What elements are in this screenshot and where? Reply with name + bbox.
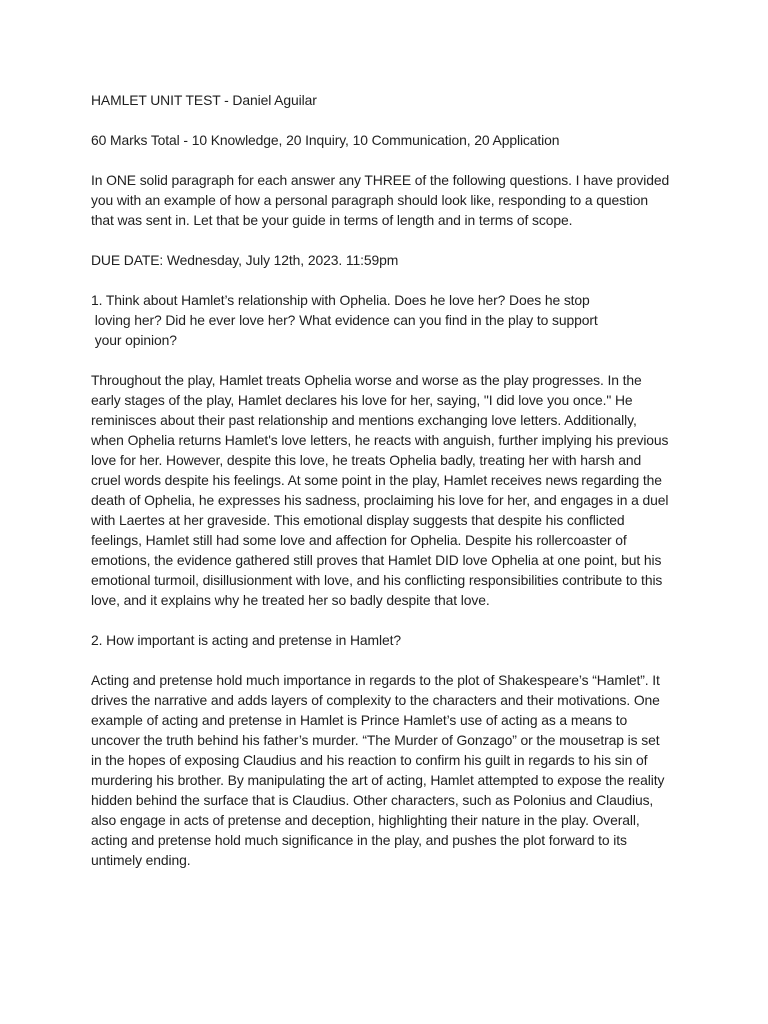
instruction-line: In ONE solid paragraph for each answer any THREE of the following questions. I have provided [91, 172, 670, 188]
answer-line: death of Ophelia, he expresses his sadness, proclaiming his love for her, and engages in a duel [91, 492, 669, 508]
answer-line: when Ophelia returns Hamlet's love letters, he reacts with anguish, further implying his previous [91, 432, 669, 448]
answer-line: uncover the truth behind his father’s murder. “The Murder of Gonzago” or the mousetrap is set [91, 732, 660, 748]
answer-line: also engage in acts of pretense and deception, highlighting their nature in the play. Overall, [91, 812, 640, 828]
due-date [91, 250, 681, 270]
question-2 [91, 630, 681, 650]
answer-line: emotions, the evidence gathered still proves that Hamlet DID love Ophelia at one point, but his [91, 552, 662, 568]
marks-summary [91, 130, 681, 150]
answer-line: with Laertes at her graveside. This emotional display suggests that despite his conflicted [91, 512, 625, 528]
spacer [91, 230, 681, 250]
answer-line: early stages of the play, Hamlet declares his love for her, saying, "I did love you once." He [91, 392, 633, 408]
answer-1 [91, 370, 681, 610]
answer-line: untimely ending. [91, 852, 191, 868]
answer-line: acting and pretense hold much significance in the play, and pushes the plot forward to its [91, 832, 627, 848]
marks-line: 60 Marks Total - 10 Knowledge, 20 Inquiry, 10 Communication, 20 Application [91, 132, 560, 148]
spacer [91, 110, 681, 130]
spacer [91, 650, 681, 670]
title-line: HAMLET UNIT TEST - Daniel Aguilar [91, 92, 317, 108]
spacer [91, 350, 681, 370]
question-line: 2. How important is acting and pretense in Hamlet? [91, 632, 402, 648]
answer-line: Acting and pretense hold much importance in regards to the plot of Shakespeare’s “Hamlet”. It [91, 672, 660, 688]
answer-line: reminisces about their past relationship and mentions exchanging love letters. Additionally, [91, 412, 637, 428]
answer-line: love, and it explains why he treated her so badly despite that love. [91, 592, 490, 608]
answer-2 [91, 670, 681, 870]
answer-line: cruel words despite his feelings. At some point in the play, Hamlet receives news regarding the [91, 472, 662, 488]
document-page [91, 90, 681, 870]
answer-line: example of acting and pretense in Hamlet is Prince Hamlet’s use of acting as a means to [91, 712, 628, 728]
question-line: your opinion? [91, 332, 177, 348]
answer-line: drives the narrative and adds layers of complexity to the characters and their motivations. One [91, 692, 660, 708]
due-date-line: DUE DATE: Wednesday, July 12th, 2023. 11:59pm [91, 252, 399, 268]
instruction-line: that was sent in. Let that be your guide in terms of length and in terms of scope. [91, 212, 573, 228]
answer-line: in the hopes of exposing Claudius and his reaction to confirm his guilt in regards to his sin of [91, 752, 648, 768]
instructions-paragraph [91, 170, 681, 230]
answer-line: hidden behind the surface that is Claudius. Other characters, such as Polonius and Claudius, [91, 792, 654, 808]
answer-line: Throughout the play, Hamlet treats Ophelia worse and worse as the play progresses. In the [91, 372, 642, 388]
spacer [91, 270, 681, 290]
instruction-line: you with an example of how a personal paragraph should look like, responding to a question [91, 192, 649, 208]
question-line: loving her? Did he ever love her? What evidence can you find in the play to support [91, 312, 598, 328]
question-line: 1. Think about Hamlet’s relationship with Ophelia. Does he love her? Does he stop [91, 292, 590, 308]
answer-line: feelings, Hamlet still had some love and affection for Ophelia. Despite his rollercoaster of [91, 532, 627, 548]
answer-line: murdering his brother. By manipulating the art of acting, Hamlet attempted to expose the reality [91, 772, 665, 788]
spacer [91, 610, 681, 630]
answer-line: love for her. However, despite this love, he treats Ophelia badly, treating her with harsh and [91, 452, 642, 468]
question-1 [91, 290, 681, 350]
spacer [91, 150, 681, 170]
answer-line: emotional turmoil, disillusionment with love, and his conflicting responsibilities contribute to this [91, 572, 663, 588]
document-title [91, 90, 681, 110]
